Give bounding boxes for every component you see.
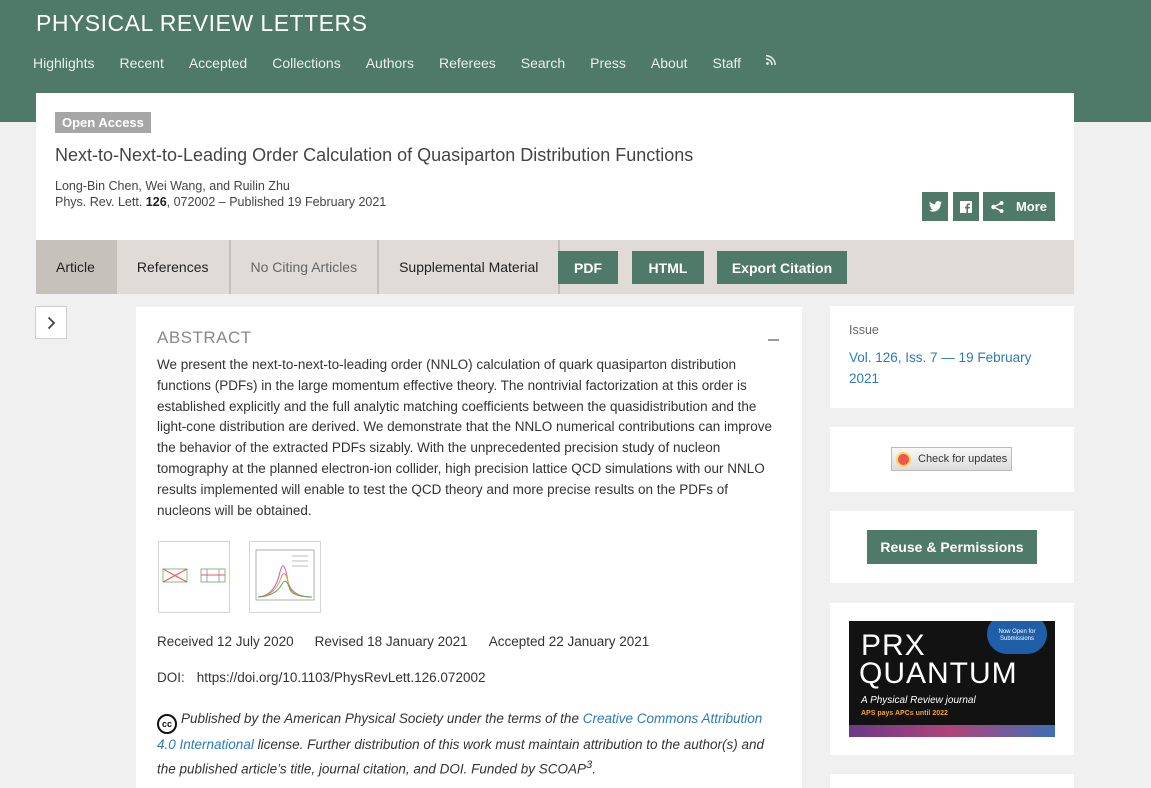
history-dates [157, 634, 670, 649]
ad-box [830, 603, 1074, 755]
doi-line [157, 670, 485, 685]
nav-staff[interactable]: Staff [712, 55, 742, 71]
nav-accepted[interactable]: Accepted [188, 55, 248, 71]
doi-value[interactable]: https://doi.org/10.1103/PhysRevLett.126.072002 [196, 670, 486, 685]
ad-stripe [849, 725, 1055, 737]
main-nav [33, 55, 801, 71]
license-text-post: license. Further distribution of this work must maintain attribution to the author(s) and the published article’s title, journal citation, and DOI. Funded by SCOAP [157, 737, 765, 777]
article-header-card [36, 93, 1074, 240]
more-label: More [1015, 199, 1048, 214]
article-tabs [36, 240, 1074, 294]
pdf-button[interactable]: PDF [558, 251, 618, 284]
article-number-date: , 072002 – Published 19 February 2021 [166, 195, 387, 209]
chevron-right-icon [47, 316, 56, 330]
facebook-share-button[interactable] [953, 192, 979, 221]
nav-collections[interactable]: Collections [272, 55, 341, 71]
nav-about[interactable]: About [650, 55, 688, 71]
tab-references[interactable]: References [117, 240, 231, 294]
license-statement [157, 708, 782, 780]
issue-box [830, 306, 1074, 408]
twitter-icon [929, 201, 942, 212]
ad-prx: PRX [861, 629, 926, 662]
check-for-updates-label: Check for updates [918, 453, 1008, 465]
rss-icon[interactable] [766, 55, 776, 71]
cc-license-link[interactable]: Creative Commons Attribution 4.0 International [157, 711, 763, 752]
export-citation-button[interactable]: Export Citation [717, 251, 847, 284]
abstract-panel [136, 307, 802, 788]
share-icon [991, 201, 1004, 213]
ad-quantum: QUANTUM [859, 657, 1018, 690]
check-for-updates-button[interactable] [891, 447, 1012, 471]
check-updates-box [830, 427, 1074, 492]
pdf-plot-icon [250, 542, 320, 612]
issue-link[interactable]: Vol. 126, Iss. 7 — 19 February 2021 [849, 350, 1032, 386]
license-text-end: . [592, 761, 597, 777]
crossmark-icon [896, 452, 911, 467]
tab-citing-articles[interactable]: No Citing Articles [231, 240, 380, 294]
accepted-date: Accepted 22 January 2021 [488, 634, 650, 649]
doi-label: DOI: [157, 670, 185, 685]
scoap-superscript: 3 [585, 759, 593, 771]
open-access-badge: Open Access [55, 112, 151, 133]
more-share-button[interactable] [983, 192, 1055, 221]
collapse-icon[interactable] [768, 339, 779, 341]
facebook-icon [960, 201, 972, 213]
tab-article[interactable]: Article [36, 240, 117, 294]
ad-subtitle: A Physical Review journal [861, 695, 976, 706]
sidebar-toggle-button[interactable] [35, 306, 67, 339]
ad-submissions-badge: Now Open for Submissions [987, 621, 1047, 654]
nav-authors[interactable]: Authors [365, 55, 414, 71]
nav-referees[interactable]: Referees [438, 55, 496, 71]
sidebar-next-box [830, 774, 1074, 788]
figure-2-thumbnail[interactable] [249, 541, 321, 613]
prx-quantum-ad[interactable] [849, 621, 1055, 737]
ad-apc-note: APS pays APCs until 2022 [861, 710, 948, 717]
license-text-pre: Published by the American Physical Society under the terms of the [181, 711, 583, 726]
tab-supplemental-material[interactable]: Supplemental Material [379, 240, 560, 294]
reuse-box [830, 511, 1074, 583]
journal-name: Phys. Rev. Lett. [55, 195, 143, 209]
article-citation [55, 195, 386, 209]
figure-1-thumbnail[interactable] [158, 541, 230, 613]
article-authors: Long-Bin Chen, Wei Wang, and Ruilin Zhu [55, 179, 290, 193]
received-date: Received 12 July 2020 [157, 634, 294, 649]
issue-label: Issue [849, 323, 879, 337]
reuse-permissions-button[interactable]: Reuse & Permissions [867, 530, 1037, 564]
nav-search[interactable]: Search [520, 55, 566, 71]
nav-press[interactable]: Press [590, 55, 626, 71]
twitter-share-button[interactable] [922, 192, 948, 221]
creative-commons-icon: cc [157, 714, 177, 734]
site-title[interactable]: PHYSICAL REVIEW LETTERS [36, 10, 368, 36]
revised-date: Revised 18 January 2021 [314, 634, 468, 649]
nav-highlights[interactable]: Highlights [33, 55, 95, 71]
article-title: Next-to-Next-to-Leading Order Calculation of Quasiparton Distribution Functions [55, 145, 694, 165]
abstract-text: We present the next-to-next-to-leading order (NNLO) calculation of quark quasiparton distribution functions (PDFs) in the large momentum effective theory. The nontrivial factorization at this order is established explicitly and the full analytic matching coefficients between the quasidistribution and the light-cone distribution are derived. We demonstrate that the NNLO numerical contributions can improve the behavior of the extracted PDFs sizably. With the unprecedented precision study of nucleon tomography at the planned electron-ion collider, high precision lattice QCD simulations with our NNLO results implemented will enable to test the QCD theory and more precise results on the PDFs of nucleons will be obtained. [157, 357, 773, 518]
abstract-heading: ABSTRACT [157, 328, 252, 347]
nav-recent[interactable]: Recent [119, 55, 164, 71]
feynman-diagram-icon [159, 542, 229, 612]
html-button[interactable]: HTML [632, 251, 704, 284]
volume-number: 126 [145, 195, 167, 209]
